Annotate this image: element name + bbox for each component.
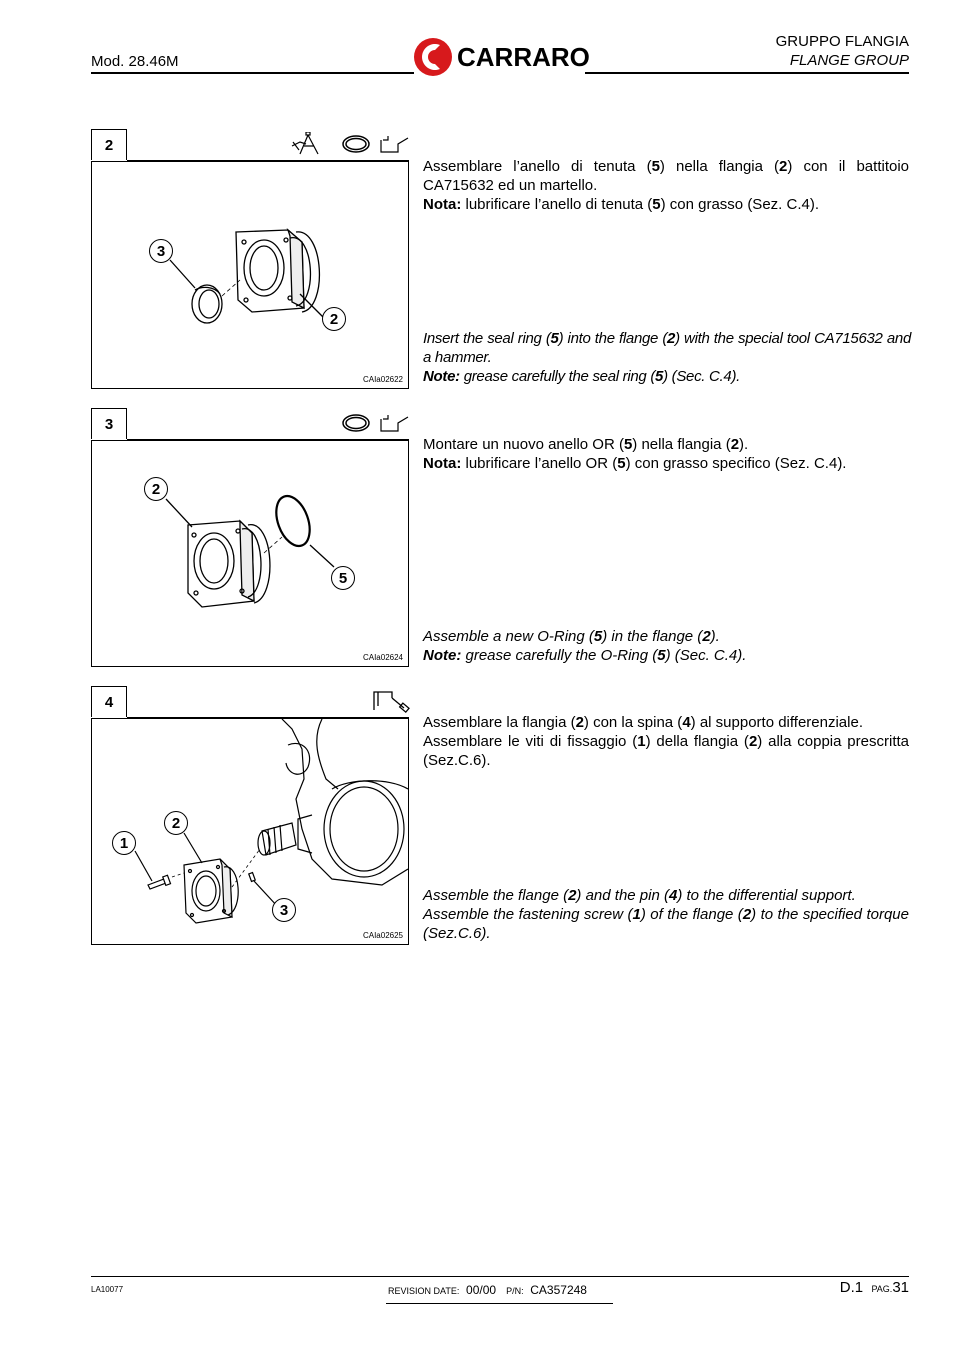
figure-step-3 bbox=[91, 440, 409, 667]
oil-can-icon bbox=[381, 415, 408, 431]
brand-text: CARRARO bbox=[457, 42, 589, 72]
figure-step-2 bbox=[91, 161, 409, 389]
revision-info: REVISION DATE: 00/00 P/N: CA357248 bbox=[388, 1283, 587, 1297]
seal-ring-icon bbox=[343, 136, 369, 152]
step-3-text-it: Montare un nuovo anello OR (5) nella flangia (2). Nota: lubrificare l’anello OR (5) con grasso specifico (Sez. C.4). bbox=[423, 436, 847, 472]
figure-step-4 bbox=[91, 718, 409, 945]
flange-oring-drawing bbox=[92, 441, 408, 666]
callout-2: 2 bbox=[322, 307, 346, 331]
page-label: PAG. bbox=[871, 1284, 893, 1294]
page-number: 31 bbox=[892, 1279, 909, 1296]
torque-wrench-icon bbox=[374, 692, 409, 712]
callout-5: 5 bbox=[331, 566, 355, 590]
section-title-en: FLANGE GROUP bbox=[789, 52, 909, 69]
page-ref bbox=[840, 1279, 909, 1296]
figure-code: CAIa02622 bbox=[362, 375, 403, 384]
doc-code: LA10077 bbox=[91, 1285, 124, 1294]
step-number: 2 bbox=[91, 129, 127, 160]
tool-icons bbox=[290, 132, 410, 156]
figure-code: CAIa02624 bbox=[362, 653, 403, 662]
step-3-text-en: Assemble a new O-Ring (5) in the flange (2). Note: grease carefully the O-Ring (5) (Sec. C.4). bbox=[423, 628, 747, 664]
callout-3: 3 bbox=[149, 239, 173, 263]
step-4-text-en: Assemble the flange (2) and the pin (4) to the differential support. Assemble the fastening screw (1) of the flange (2) to the specified torque (Sez.C.6). bbox=[423, 887, 909, 942]
step-number: 3 bbox=[91, 408, 127, 439]
callout-3: 3 bbox=[272, 898, 296, 922]
carraro-logo bbox=[413, 36, 589, 78]
callout-2: 2 bbox=[144, 477, 168, 501]
callout-2: 2 bbox=[164, 811, 188, 835]
callout-1: 1 bbox=[112, 831, 136, 855]
step-4-text-it: Assemblare la flangia (2) con la spina (4) al supporto differenziale. Assemblare le viti di fissaggio (1) della flangia (2) alla coppia prescritta (Sez.C.6). bbox=[423, 714, 909, 769]
oil-can-icon bbox=[381, 136, 408, 152]
model-label: Mod. 28.46M bbox=[91, 53, 179, 70]
seal-ring-icon bbox=[343, 415, 369, 431]
footer-rule bbox=[91, 1276, 909, 1277]
tool-icons bbox=[340, 411, 410, 435]
flange-to-differential-drawing bbox=[92, 719, 408, 944]
figure-code: CAIa02625 bbox=[362, 931, 403, 940]
section-title-it: GRUPPO FLANGIA bbox=[775, 33, 909, 50]
step-2-text-it: Assemblare l’anello di tenuta (5) nella flangia (2) con il battitoio CA715632 ed un martello. Nota: lubrificare l’anello di tenuta (5) con grasso (Sez. C.4). bbox=[423, 158, 909, 213]
section-title bbox=[776, 32, 909, 70]
section-ref: D.1 bbox=[839, 1279, 864, 1296]
header-rule-left bbox=[91, 72, 414, 74]
hammer-press-icon bbox=[292, 132, 318, 154]
step-number: 4 bbox=[91, 686, 127, 717]
tool-icons bbox=[370, 688, 410, 712]
step-2-text-en: Insert the seal ring (5) into the flange (2) with the special tool CA715632 and a hammer. Note: grease carefully the seal ring (5) (Sec. C.4). bbox=[423, 330, 911, 385]
header-rule-right bbox=[585, 72, 909, 74]
flange-seal-drawing bbox=[92, 162, 408, 388]
revision-underline bbox=[386, 1303, 613, 1304]
